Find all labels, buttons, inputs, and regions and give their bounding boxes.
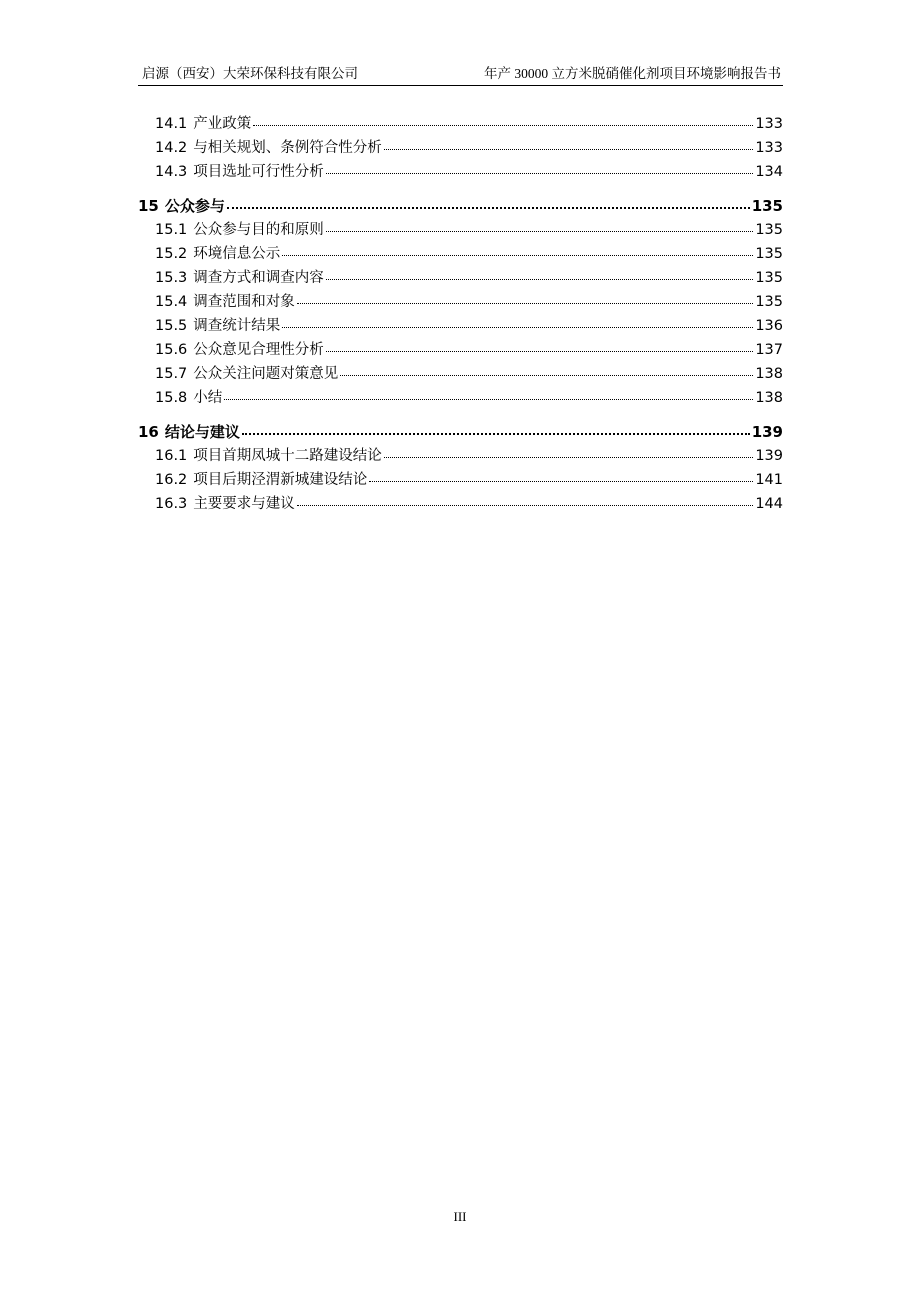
toc-entry-page: 133 bbox=[755, 116, 783, 132]
toc-entry-page: 138 bbox=[755, 390, 783, 406]
toc-entry-number: 15.5 bbox=[155, 318, 188, 334]
toc-entry-number: 14.2 bbox=[155, 140, 188, 156]
toc-chapter-entry[interactable] bbox=[138, 421, 783, 443]
toc-entry-title: 公众参与 bbox=[164, 197, 225, 215]
toc-entry-number: 15.6 bbox=[155, 342, 188, 358]
toc-dot-leader bbox=[326, 231, 754, 232]
toc-entry-title: 调查方式和调查内容 bbox=[193, 270, 324, 286]
header-report-title: 年产 30000 立方米脱硝催化剂项目环境影响报告书 bbox=[484, 66, 781, 81]
toc-entry-page: 138 bbox=[755, 366, 783, 382]
toc-dot-leader bbox=[297, 303, 754, 304]
toc-entry-number: 15.7 bbox=[155, 366, 188, 382]
page-header bbox=[138, 64, 783, 84]
toc-entry-number: 16.3 bbox=[155, 496, 188, 512]
toc-section-entry[interactable] bbox=[138, 339, 783, 361]
toc-section-entry[interactable] bbox=[138, 363, 783, 385]
toc-entry-page: 135 bbox=[755, 294, 783, 310]
toc-entry-title: 主要要求与建议 bbox=[193, 496, 295, 512]
toc-entry-number: 16 bbox=[138, 423, 159, 441]
toc-section-entry[interactable] bbox=[138, 315, 783, 337]
toc-dot-leader bbox=[369, 481, 753, 482]
toc-dot-leader bbox=[282, 255, 753, 256]
toc-entry-number: 15.1 bbox=[155, 222, 188, 238]
toc-dot-leader bbox=[297, 505, 754, 506]
toc-entry-title: 产业政策 bbox=[193, 116, 252, 132]
toc-entry-title: 环境信息公示 bbox=[193, 246, 281, 262]
toc-entry-page: 135 bbox=[751, 197, 783, 215]
toc-entry-title: 公众关注问题对策意见 bbox=[193, 366, 339, 382]
toc-dot-leader bbox=[384, 457, 754, 458]
toc-entry-page: 139 bbox=[755, 448, 783, 464]
toc-entry-title: 结论与建议 bbox=[164, 423, 240, 441]
toc-section-entry[interactable] bbox=[138, 291, 783, 313]
toc-entry-page: 135 bbox=[755, 222, 783, 238]
toc-chapter-entry[interactable] bbox=[138, 195, 783, 217]
toc-entry-number: 15.2 bbox=[155, 246, 188, 262]
toc-entry-title: 项目首期凤城十二路建设结论 bbox=[193, 448, 382, 464]
toc-section-entry[interactable] bbox=[138, 493, 783, 515]
page-number: III bbox=[453, 1209, 467, 1224]
toc-section-entry[interactable] bbox=[138, 243, 783, 265]
toc-entry-page: 137 bbox=[755, 342, 783, 358]
toc-section-entry[interactable] bbox=[138, 267, 783, 289]
toc-entry-page: 135 bbox=[755, 246, 783, 262]
toc-section-entry[interactable] bbox=[138, 113, 783, 135]
page-footer bbox=[0, 1207, 920, 1227]
toc-section-entry[interactable] bbox=[138, 137, 783, 159]
toc-dot-leader bbox=[227, 207, 750, 209]
toc-dot-leader bbox=[282, 327, 753, 328]
toc-entry-number: 14.1 bbox=[155, 116, 188, 132]
toc-entry-number: 15 bbox=[138, 197, 159, 215]
toc-entry-title: 项目后期泾渭新城建设结论 bbox=[193, 472, 368, 488]
toc-entry-title: 公众参与目的和原则 bbox=[193, 222, 324, 238]
toc-entry-number: 15.8 bbox=[155, 390, 188, 406]
toc-entry-number: 15.3 bbox=[155, 270, 188, 286]
toc-dot-leader bbox=[326, 173, 754, 174]
toc-section-entry[interactable] bbox=[138, 445, 783, 467]
toc-entry-number: 16.2 bbox=[155, 472, 188, 488]
toc-entry-page: 144 bbox=[755, 496, 783, 512]
toc-dot-leader bbox=[224, 399, 753, 400]
toc-entry-title: 调查范围和对象 bbox=[193, 294, 295, 310]
toc-dot-leader bbox=[340, 375, 753, 376]
toc-section-entry[interactable] bbox=[138, 219, 783, 241]
toc-entry-number: 15.4 bbox=[155, 294, 188, 310]
toc-dot-leader bbox=[253, 125, 753, 126]
toc-section-entry[interactable] bbox=[138, 161, 783, 183]
toc-entry-number: 16.1 bbox=[155, 448, 188, 464]
toc-entry-number: 14.3 bbox=[155, 164, 188, 180]
toc-entry-page: 139 bbox=[751, 423, 783, 441]
toc-entry-title: 与相关规划、条例符合性分析 bbox=[193, 140, 382, 156]
toc-entry-title: 项目选址可行性分析 bbox=[193, 164, 324, 180]
toc-entry-page: 134 bbox=[755, 164, 783, 180]
toc-entry-title: 公众意见合理性分析 bbox=[193, 342, 324, 358]
toc-section-entry[interactable] bbox=[138, 469, 783, 491]
toc-entry-page: 141 bbox=[755, 472, 783, 488]
toc-entry-title: 小结 bbox=[193, 390, 223, 406]
toc-dot-leader bbox=[326, 279, 754, 280]
toc-dot-leader bbox=[384, 149, 754, 150]
toc-entry-page: 136 bbox=[755, 318, 783, 334]
header-company: 启源（西安）大荣环保科技有限公司 bbox=[142, 66, 358, 81]
toc-entry-page: 133 bbox=[755, 140, 783, 156]
toc-entry-page: 135 bbox=[755, 270, 783, 286]
header-divider bbox=[138, 85, 783, 86]
toc-section-entry[interactable] bbox=[138, 387, 783, 409]
toc-entry-title: 调查统计结果 bbox=[193, 318, 281, 334]
toc-dot-leader bbox=[242, 433, 750, 435]
toc-dot-leader bbox=[326, 351, 754, 352]
